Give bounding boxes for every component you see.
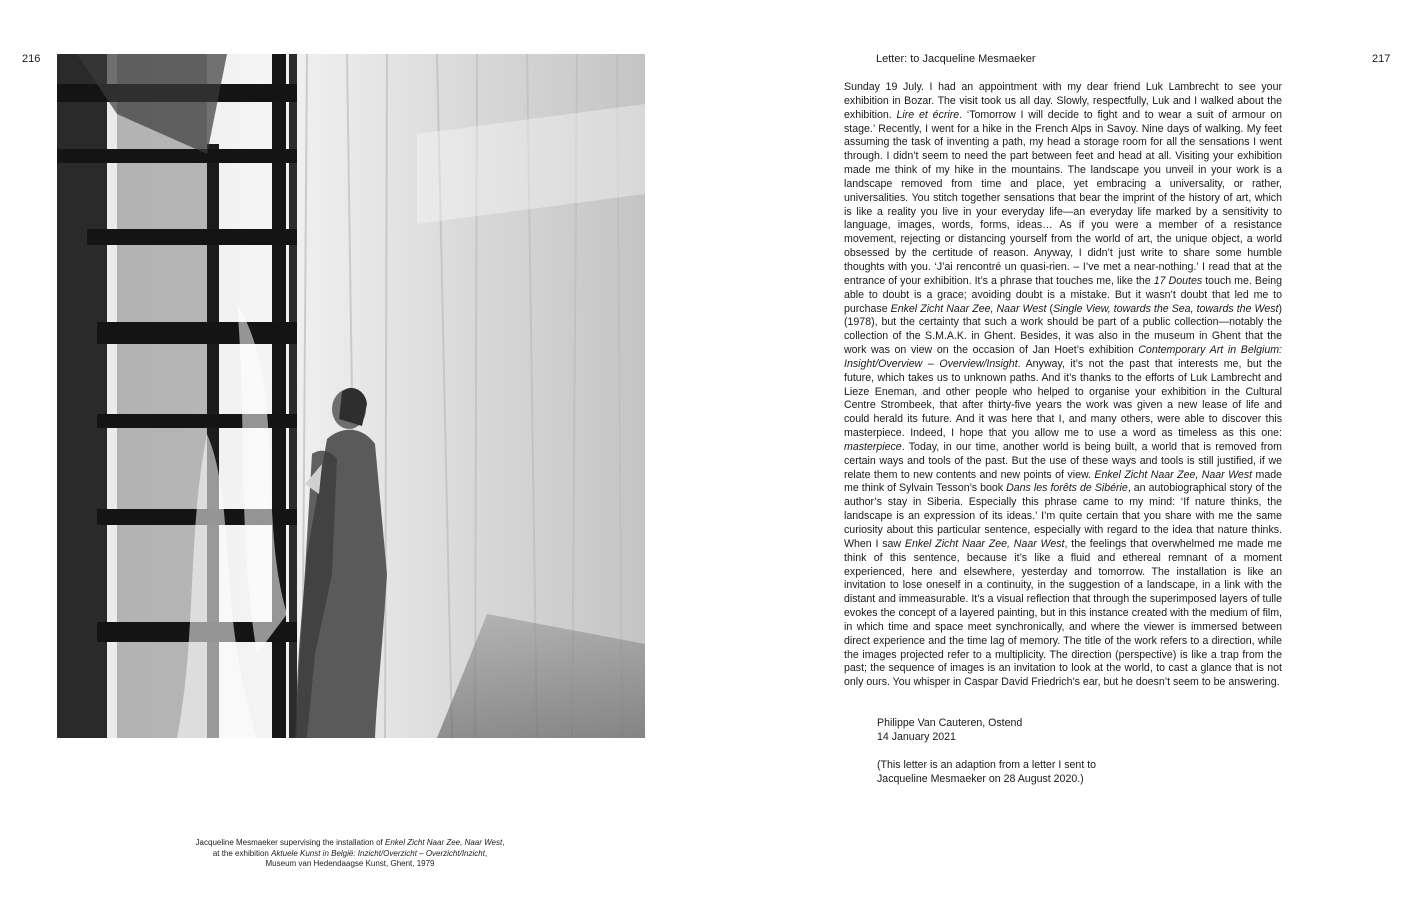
running-head: Letter: to Jacqueline Mesmaeker	[876, 53, 1036, 65]
letter-italic-segment: 17 Doutes	[1153, 274, 1203, 287]
letter-italic-segment: Enkel Zicht Naar Zee, Naar West	[1094, 468, 1253, 481]
letter-italic-segment: Enkel Zicht Naar Zee, Naar West	[904, 537, 1065, 550]
caption-line2-title: Aktuele Kunst in België: Inzicht/Overzicht – Overzicht/Inzicht	[271, 848, 485, 858]
letter-italic-segment: Contemporary Art in Belgium: Insight/Overview – Overview/Insight	[844, 344, 1282, 370]
letter-segment: , the feelings that overwhelmed me made me think of this sentence, because it’s like a fluid and ethereal remnant of a moment experienced, here and elsewhere, yesterday and tomorrow. The installation is like an invitation to lose oneself in a continuity, in the suggestion of a landscape, in a link with the distant and immeasurable. It’s a visual reflection that through the superimposed layers of tulle evokes the concept of a layered painting, but in this instance created with the medium of film, in which time and space meet synchronically, and where the viewer is immersed between direct experience and the time lag of memory. The title of the work refers to a direction, while the images projected refer to a multiplicity. The direction (perspective) is like a trap from the past; the sequence of images is an invitation to look at the world, to cast a glance that is not only ours. You whisper in Caspar David Friedrich’s ear, but he doesn’t seem to be answering.	[844, 537, 1282, 689]
letter-segment: . ‘Tomorrow I will decide to fight and to wear a suit of armour on stage.’ Recently, I went for a hike in the French Alps in Savoy. Nine days of walking. My feet assuming the task of inventing a path, my head a storage room for all the sensations I went through. I didn’t seem to need the part between feet and head at all. Visiting your exhibition made me think of my hike in the mountains. The landscape you unveil in your work is a landscape removed from time and place, yet embracing a universality, or rather, universalities. You stitch together sensations that bear the imprint of the history of art, which is like a reality you live in your everyday life—an everyday life marked by a sensitivity to language, images, words, forms, ideas… As if you were a member of a resistance movement, rejecting or distancing yourself from the world of art, the unique object, a world obsessed by the certitude of reason. Anyway, I didn’t just write to share some humble thoughts with you. ‘J’ai rencontré un quasi-rien. – I’ve met a near-nothing.’ I read that at the entrance of your exhibition. It’s a phrase that touches me, like the	[844, 108, 1282, 287]
signature-block	[877, 717, 1096, 786]
caption-line2-suffix: ,	[484, 848, 488, 858]
caption-line1-suffix: ,	[502, 838, 505, 847]
letter-segment: . Anyway, it’s not the past that interests me, but the future, which takes us to unknown paths. And it’s thanks to the efforts of Luk Lambrecht and Lieze Eneman, and other people who helped to organise your exhibition in the Cultural Centre Strombeek, that after thirty-five years the work was given a new lease of life and could herald its future. And it was here that I, and many others, were able to discover this masterpiece. Indeed, I hope that you allow me to use a word as timeless as this one:	[844, 357, 1282, 440]
caption-line1-prefix: Jacqueline Mesmaeker supervising the installation of	[195, 838, 385, 847]
letter-italic-segment: Single View, towards the Sea, towards the West	[1053, 302, 1279, 315]
signature-name: Philippe Van Cauteren, Ostend	[877, 717, 1023, 729]
caption-line1-title: Enkel Zicht Naar Zee, Naar West	[384, 838, 503, 847]
page-number-left: 216	[22, 53, 41, 65]
letter-italic-segment: Dans les forêts de Sibérie	[1006, 482, 1128, 495]
signature-date: 14 January 2021	[877, 730, 956, 743]
photograph	[57, 54, 645, 738]
photo-caption	[150, 838, 550, 870]
letter-body	[844, 81, 1282, 690]
page-number-right: 217	[1372, 53, 1391, 65]
letter-segment: , an autobiographical story of the author’s stay in Siberia. Especially this phrase came to my mind: ‘If nature thinks, the landscape is an expression of its ideas.’ I’m quite certain that you share with me the same curiosity about this particular sentence, especially with regard to the idea that nature thinks. When I saw	[844, 482, 1282, 550]
letter-segment: . Today, in our time, another world is being built, a world that is removed from certain ways and tools of the past. But the use of these ways and tools is still justified, if we relate them to new contents and new points of view.	[844, 440, 1282, 481]
caption-line2-prefix: at the exhibition	[212, 848, 272, 858]
letter-segment: ) (1978), but the certainty that such a work should be part of a public collection—notably the collection of the S.M.A.K. in Ghent. Besides, it was also in the museum in Ghent that the work was on view on the occasion of Jan Hoet’s exhibition	[844, 302, 1282, 357]
letter-segment: made me think of Sylvain Tesson’s book	[844, 468, 1282, 495]
letter-italic-segment: masterpiece	[844, 440, 902, 453]
letter-italic-segment: Enkel Zicht Naar Zee, Naar West	[890, 302, 1047, 315]
photograph-icon	[57, 54, 645, 738]
letter-segment: touch me. Being able to doubt is a grace; avoiding doubt is a mistake. But it wasn’t doubt that led me to purchase	[844, 274, 1282, 315]
signature-note-line1: (This letter is an adaption from a letter I sent to	[877, 758, 1097, 771]
caption-line3: Museum van Hedendaagse Kunst, Ghent, 1979	[265, 859, 435, 868]
letter-segment: (	[1046, 302, 1054, 315]
letter-italic-segment: Lire et écrire	[896, 108, 960, 121]
signature-note-line2: Jacqueline Mesmaeker on 28 August 2020.)	[877, 772, 1084, 785]
letter-segment: Sunday 19 July. I had an appointment with my dear friend Luk Lambrecht to see your exhibition in Bozar. The visit took us all day. Slowly, respectfully, Luk and I walked about the exhibition.	[844, 81, 1282, 121]
